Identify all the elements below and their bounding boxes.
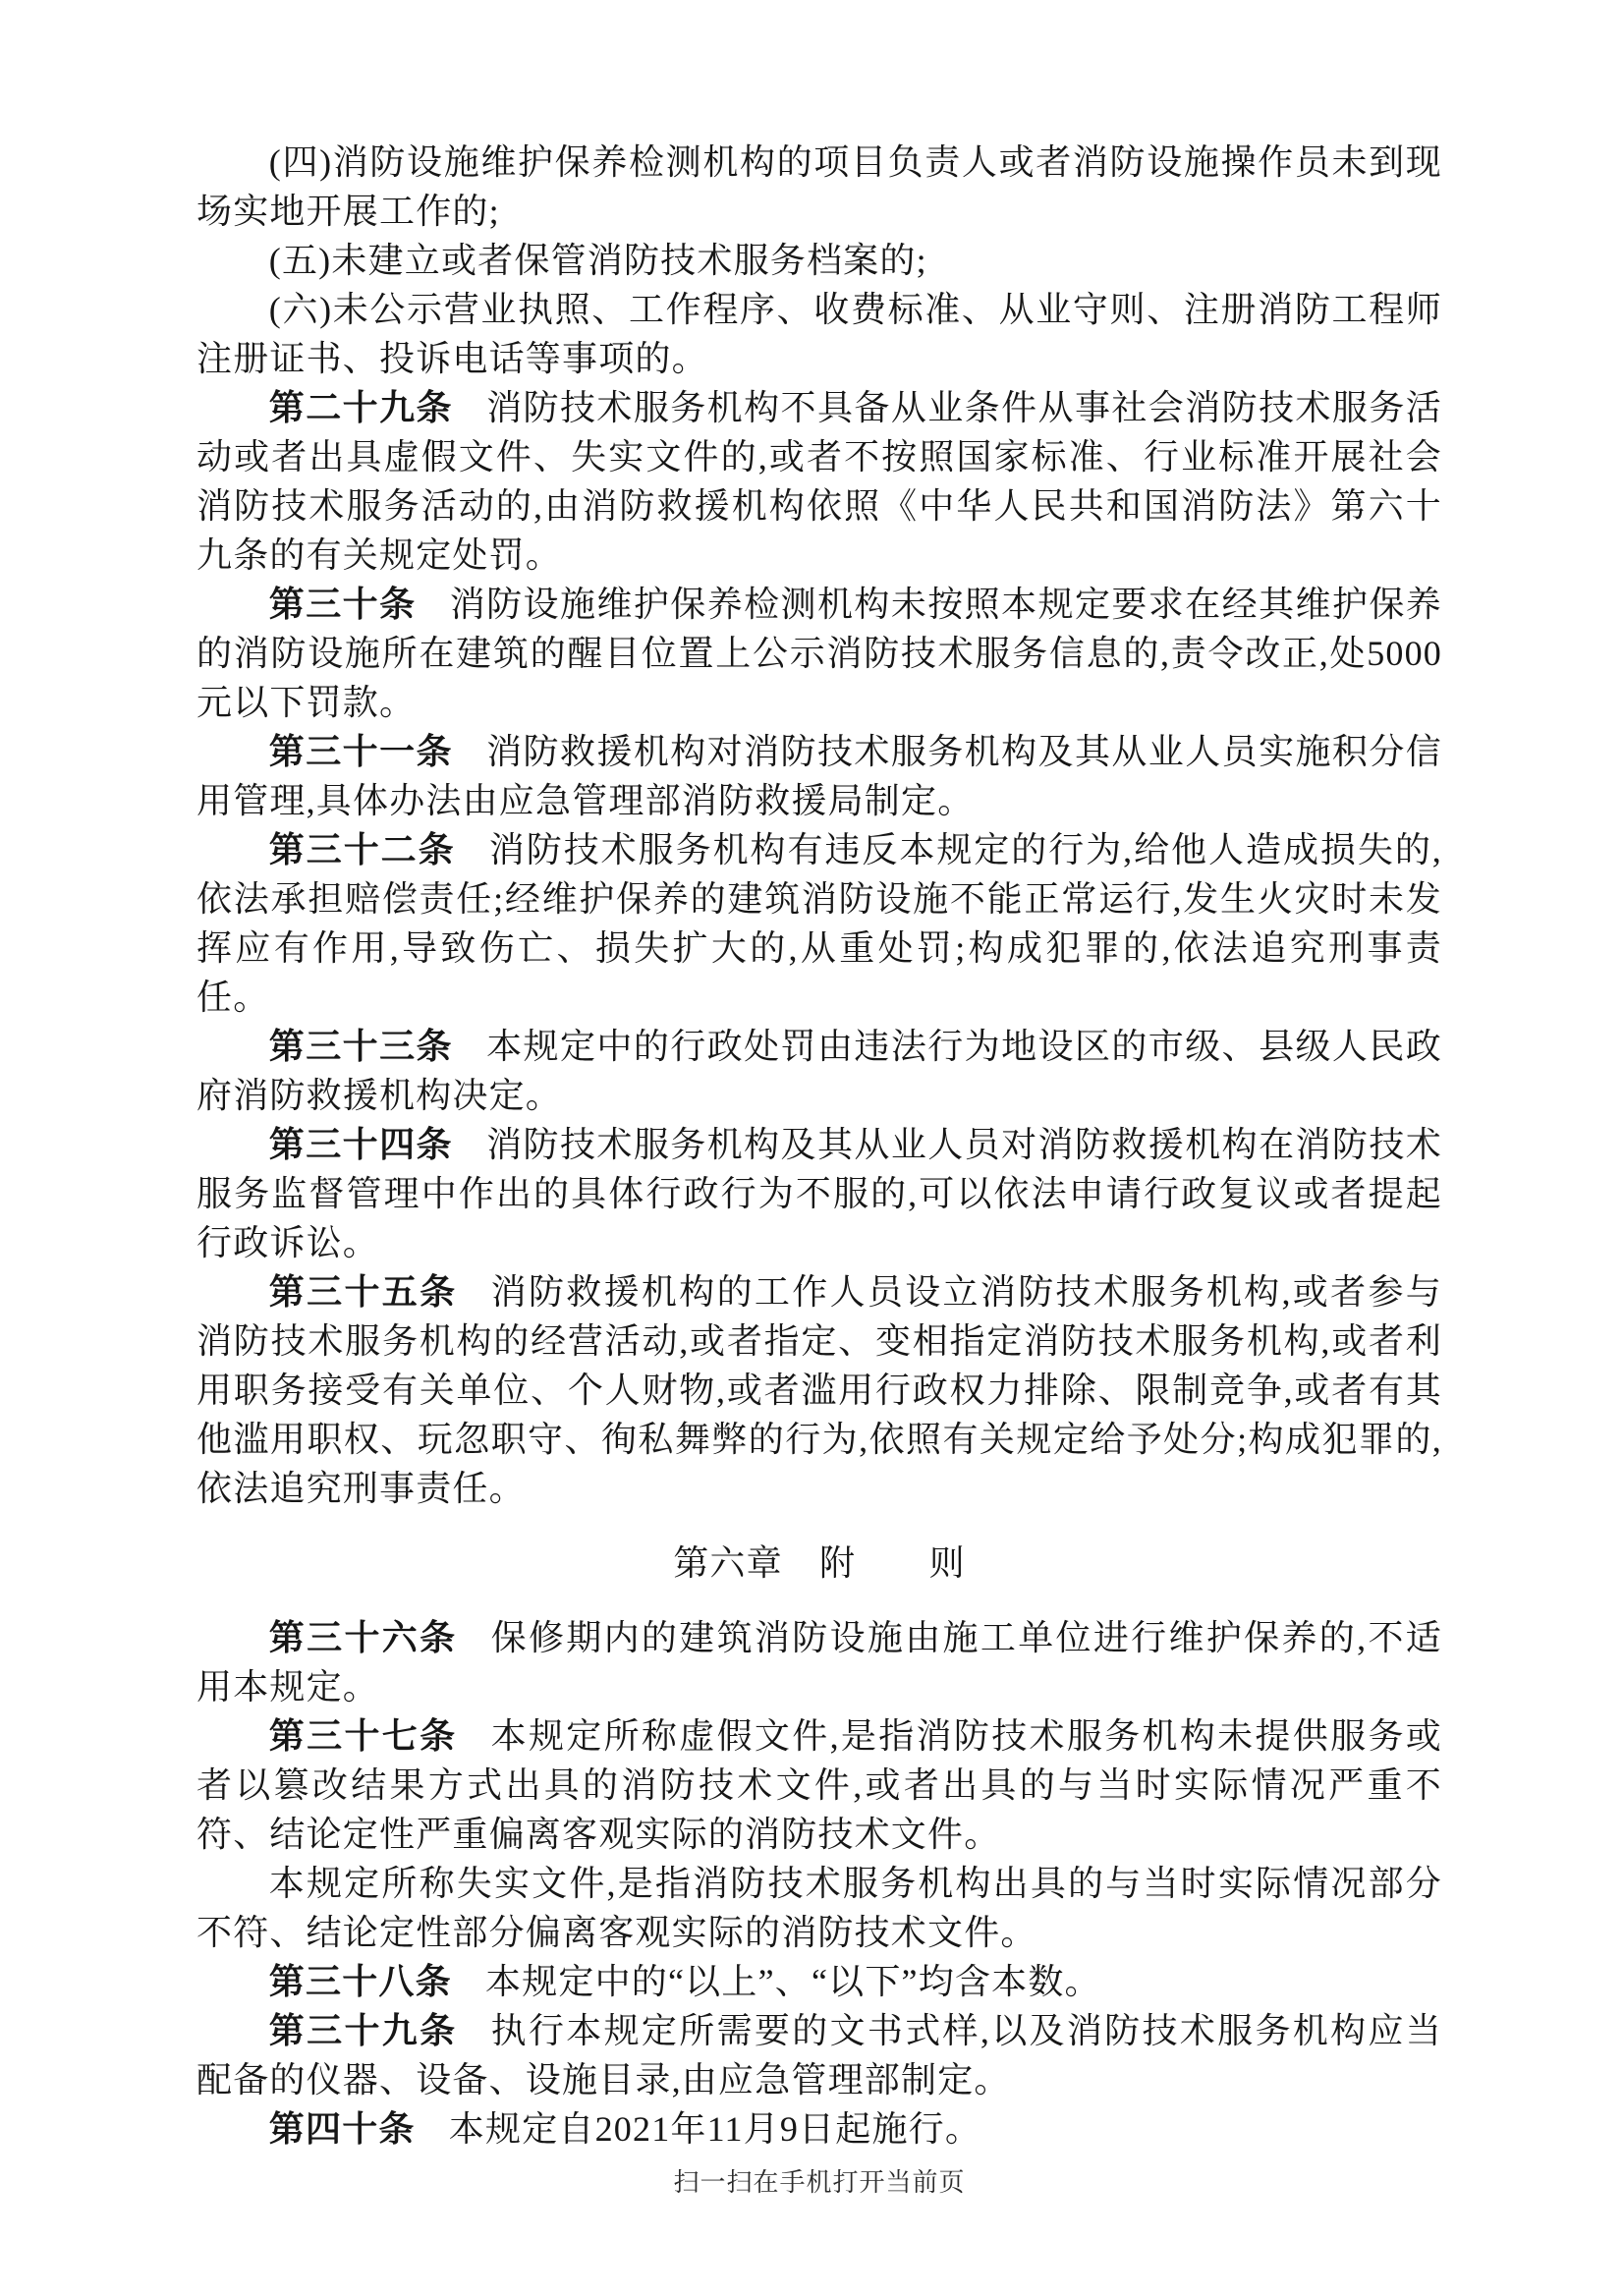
- paragraph-text: (五)未建立或者保管消防技术服务档案的;: [268, 241, 927, 280]
- article-number-label: 第二十九条: [268, 388, 453, 427]
- paragraph-text: 本规定自2021年11月9日起施行。: [448, 2109, 982, 2149]
- article-paragraph: [196, 580, 1442, 727]
- article-paragraph: [196, 1120, 1442, 1267]
- paragraph-text: (六)未公示营业执照、工作程序、收费标准、从业守则、注册消防工程师注册证书、投诉电话等事项的。: [196, 290, 1442, 378]
- article-number-label: 第三十三条: [268, 1027, 453, 1066]
- article-number-label: 第三十九条: [268, 2011, 458, 2050]
- article-number-label: 第四十条: [268, 2109, 416, 2149]
- article-paragraph: [196, 1711, 1442, 1859]
- article-paragraph: [196, 383, 1442, 580]
- paragraph-text: 本规定中的行政处罚由违法行为地设区的市级、县级人民政府消防救援机构决定。: [196, 1027, 1442, 1115]
- paragraph-text: 执行本规定所需要的文书式样,以及消防技术服务机构应当配备的仪器、设备、设施目录,由应急管理部制定。: [196, 2011, 1442, 2099]
- chapter-heading: 第六章 附 则: [673, 1543, 966, 1583]
- body-paragraph: [196, 285, 1442, 383]
- paragraph-container: [196, 138, 1442, 2154]
- body-paragraph: [196, 1859, 1442, 1957]
- article-paragraph: [196, 727, 1442, 825]
- article-paragraph: [196, 2104, 1442, 2154]
- article-number-label: 第三十五条: [268, 1272, 458, 1312]
- paragraph-text: (四)消防设施维护保养检测机构的项目负责人或者消防设施操作员未到现场实地开展工作的;: [196, 142, 1442, 231]
- paragraph-text: 消防救援机构对消防技术服务机构及其从业人员实施积分信用管理,具体办法由应急管理部消防救援局制定。: [196, 732, 1442, 820]
- article-number-label: 第三十八条: [268, 1962, 452, 2001]
- article-paragraph: [196, 825, 1442, 1022]
- article-paragraph: [196, 1957, 1442, 2006]
- article-number-label: 第三十条: [268, 585, 417, 624]
- article-number-label: 第三十七条: [268, 1716, 458, 1756]
- article-number-label: 第三十一条: [268, 732, 453, 771]
- footer-clipped-text: 扫一扫在手机打开当前页: [673, 2168, 966, 2197]
- article-paragraph: [196, 1022, 1442, 1120]
- body-paragraph: [196, 138, 1442, 236]
- paragraph-text: 本规定中的“以上”、“以下”均含本数。: [485, 1962, 1101, 2001]
- article-paragraph: [196, 1267, 1442, 1513]
- article-number-label: 第三十四条: [268, 1125, 453, 1164]
- paragraph-text: 本规定所称虚假文件,是指消防技术服务机构未提供服务或者以篡改结果方式出具的消防技术文件,或者出具的与当时实际情况严重不符、结论定性严重偏离客观实际的消防技术文件。: [196, 1716, 1442, 1854]
- paragraph-text: 消防技术服务机构有违反本规定的行为,给他人造成损失的,依法承担赔偿责任;经维护保养的建筑消防设施不能正常运行,发生火灾时未发挥应有作用,导致伤亡、损失扩大的,从重处罚;构成犯罪的,依法追究刑事责任。: [196, 830, 1442, 1017]
- article-paragraph: [196, 1613, 1442, 1711]
- paragraph-text: 消防救援机构的工作人员设立消防技术服务机构,或者参与消防技术服务机构的经营活动,或者指定、变相指定消防技术服务机构,或者利用职务接受有关单位、个人财物,或者滥用行政权力排除、限制竞争,或者有其他滥用职权、玩忽职守、徇私舞弊的行为,依照有关规定给予处分;构成犯罪的,依法追究刑事责任。: [196, 1272, 1442, 1508]
- article-number-label: 第三十二条: [268, 830, 456, 869]
- paragraph-text: 本规定所称失实文件,是指消防技术服务机构出具的与当时实际情况部分不符、结论定性部分偏离客观实际的消防技术文件。: [196, 1864, 1442, 1952]
- article-paragraph: [196, 2006, 1442, 2104]
- paragraph-text: 消防技术服务机构不具备从业条件从事社会消防技术服务活动或者出具虚假文件、失实文件的,或者不按照国家标准、行业标准开展社会消防技术服务活动的,由消防救援机构依照《中华人民共和国消防法》第六十九条的有关规定处罚。: [196, 388, 1442, 575]
- paragraph-text: 保修期内的建筑消防设施由施工单位进行维护保养的,不适用本规定。: [196, 1618, 1442, 1707]
- article-number-label: 第三十六条: [268, 1618, 458, 1657]
- paragraph-text: 消防技术服务机构及其从业人员对消防救援机构在消防技术服务监督管理中作出的具体行政行为不服的,可以依法申请行政复议或者提起行政诉讼。: [196, 1125, 1442, 1262]
- body-paragraph: [196, 236, 1442, 285]
- paragraph-text: 消防设施维护保养检测机构未按照本规定要求在经其维护保养的消防设施所在建筑的醒目位置上公示消防技术服务信息的,责令改正,处5000元以下罚款。: [196, 585, 1442, 722]
